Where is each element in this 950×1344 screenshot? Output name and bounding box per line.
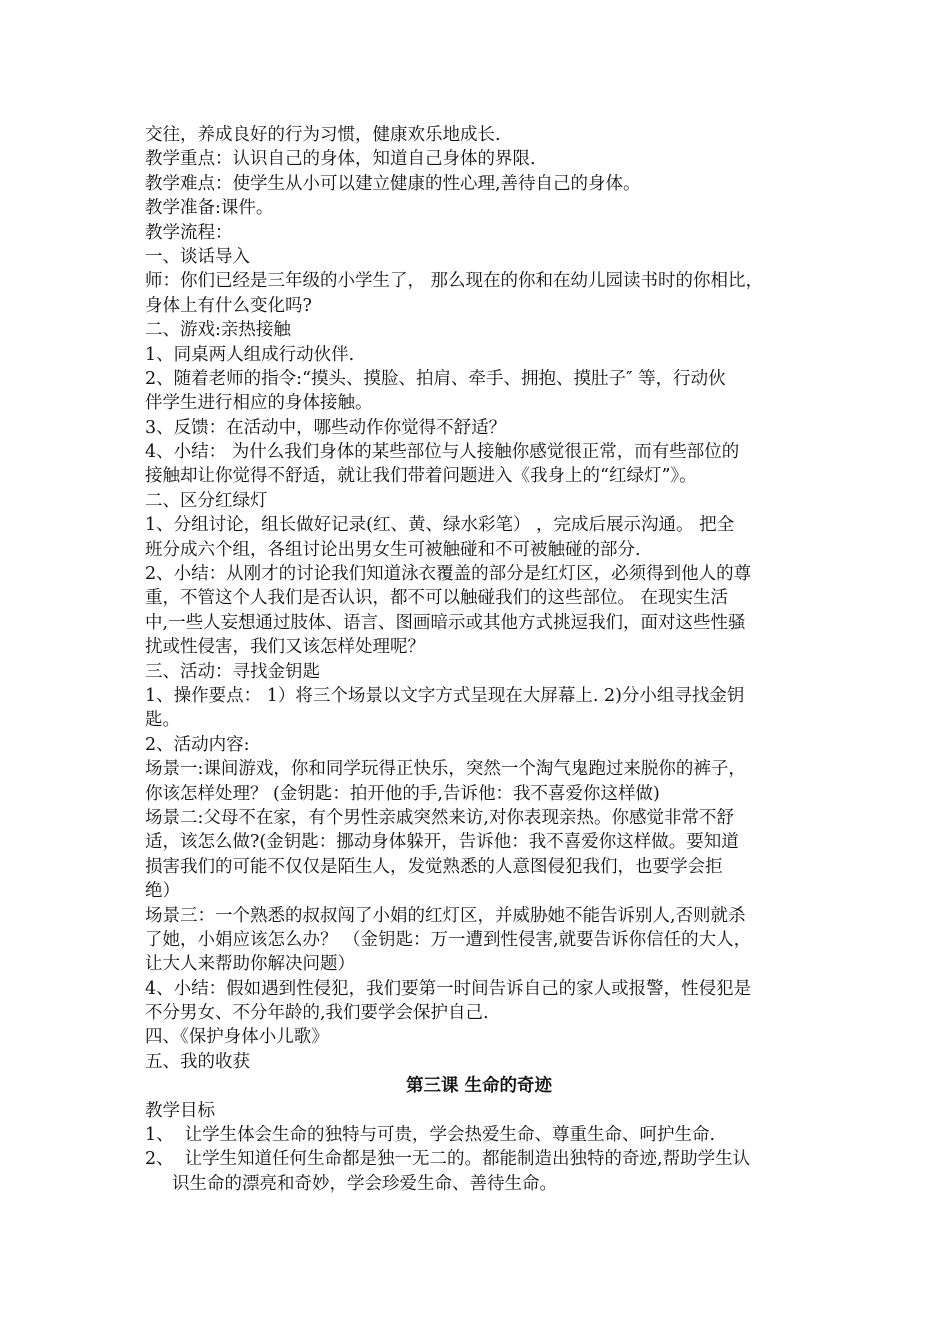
- text-line: 中,一些人妄想通过肢体、语言、图画暗示或其他方式挑逗我们，面对这些性骚: [145, 612, 746, 633]
- text-line: 不分男女、不分年龄的,我们要学会保护自己.: [145, 1003, 489, 1024]
- text-line: 1、操作要点： 1）将三个场景以文字方式呈现在大屏幕上. 2)分小组寻找金钥: [145, 685, 745, 706]
- text-line: 2、活动内容:: [145, 734, 250, 755]
- objective-number: 2、: [145, 1149, 174, 1170]
- text-line: 绝）: [145, 881, 180, 902]
- text-line: 师：你们已经是三年级的小学生了， 那么现在的你和在幼儿园读书时的你相比，: [145, 271, 764, 292]
- text-line: 五、我的收获: [145, 1051, 250, 1072]
- lesson-body: [145, 123, 813, 1074]
- text-line: 4、小结： 为什么我们身体的某些部位与人接触你感觉很正常，而有些部位的: [145, 442, 740, 463]
- objectives-heading: 教学目标: [145, 1100, 215, 1121]
- objective-number: 1、: [145, 1125, 174, 1146]
- text-line: 交往，养成良好的行为习惯，健康欢乐地成长.: [145, 125, 501, 145]
- text-line: 让大人来帮助你解决问题）: [145, 954, 355, 975]
- text-line: 教学重点：认识自己的身体，知道自己身体的界限.: [145, 149, 536, 170]
- text-line: 重，不管这个人我们是否认识，都不可以触碰我们的这些部位。 在现实生活: [145, 588, 729, 609]
- text-line: 接触却让你觉得不舒适，就让我们带着问题进入《我身上的“红绿灯”》。: [145, 466, 697, 487]
- text-line: 三、活动：寻找金钥匙: [145, 661, 320, 682]
- text-line: 四、《保护身体小儿歌》: [145, 1027, 329, 1048]
- text-line: 扰或性侵害，我们又该怎样处理呢？: [145, 637, 425, 658]
- text-line: 适，该怎么做?(金钥匙：挪动身体躲开，告诉他：我不喜爱你这样做。要知道: [145, 832, 739, 853]
- objective-text: 让学生知道任何生命都是独一无二的。都能制造出独特的奇迹,帮助学生认: [179, 1149, 751, 1170]
- text-line: 身体上有什么变化吗?: [145, 295, 312, 316]
- text-line: 2、小结：从刚才的讨论我们知道泳衣覆盖的部分是红灯区，必须得到他人的尊: [145, 564, 752, 585]
- objective-text: 让学生体会生命的独特与可贵，学会热爱生命、尊重生命、呵护生命.: [179, 1125, 716, 1146]
- objective-continuation: 识生命的漂亮和奇妙，学会珍爱生命、善待生命。: [172, 1173, 557, 1194]
- text-line: 班分成六个组，各组讨论出男女生可被触碰和不可被触碰的部分.: [145, 539, 641, 560]
- objective-item: [145, 1147, 813, 1171]
- text-line: 教学难点：使学生从小可以建立健康的性心理,善待自己的身体。: [145, 173, 641, 194]
- text-line: 教学准备:课件。: [145, 198, 274, 219]
- text-line: 伴学生进行相应的身体接触。: [145, 393, 373, 414]
- text-line: 你该怎样处理？ (金钥匙：拍开他的手,告诉他：我不喜爱你这样做): [145, 783, 660, 804]
- text-line: 一、谈话导入: [145, 246, 250, 267]
- objectives-section: [145, 1099, 813, 1197]
- text-line: 2、随着老师的指令:“摸头、摸脸、拍肩、牵手、拥抱、摸肚子″ 等，行动伙: [145, 368, 726, 389]
- objective-item: [145, 1123, 813, 1147]
- text-line: 场景二:父母不在家，有个男性亲戚突然来访,对你表现亲热。你感觉非常不舒: [145, 807, 734, 828]
- document-page: [145, 123, 813, 1196]
- text-line: 场景三：一个熟悉的叔叔闯了小娟的红灯区，并威胁她不能告诉别人,否则就杀: [145, 905, 746, 926]
- text-line: 4、小结：假如遇到性侵犯，我们要第一时间告诉自己的家人或报警，性侵犯是: [145, 978, 752, 999]
- section-title: 第三课 生命的奇迹: [405, 1076, 553, 1097]
- text-line: 损害我们的可能不仅仅是陌生人，发觉熟悉的人意图侵犯我们，也要学会拒: [145, 856, 723, 877]
- text-line: 1、同桌两人组成行动伙伴.: [145, 344, 355, 365]
- text-line: 了她，小娟应该怎么办？ （金钥匙：万一遭到性侵害,就要告诉你信任的大人，: [145, 929, 752, 950]
- text-line: 教学流程：: [145, 222, 233, 243]
- text-line: 匙。: [145, 710, 180, 731]
- text-line: 二、区分红绿灯: [145, 490, 268, 511]
- text-line: 场景一:课间游戏，你和同学玩得正快乐，突然一个淘气鬼跑过来脱你的裤子，: [145, 759, 746, 780]
- text-line: 3、反馈：在活动中，哪些动作你觉得不舒适？: [145, 417, 507, 438]
- text-line: 二、游戏:亲热接触: [145, 320, 291, 341]
- text-line: 1、分组讨论，组长做好记录(红、黄、绿水彩笔） ，完成后展示沟通。 把全: [145, 515, 735, 536]
